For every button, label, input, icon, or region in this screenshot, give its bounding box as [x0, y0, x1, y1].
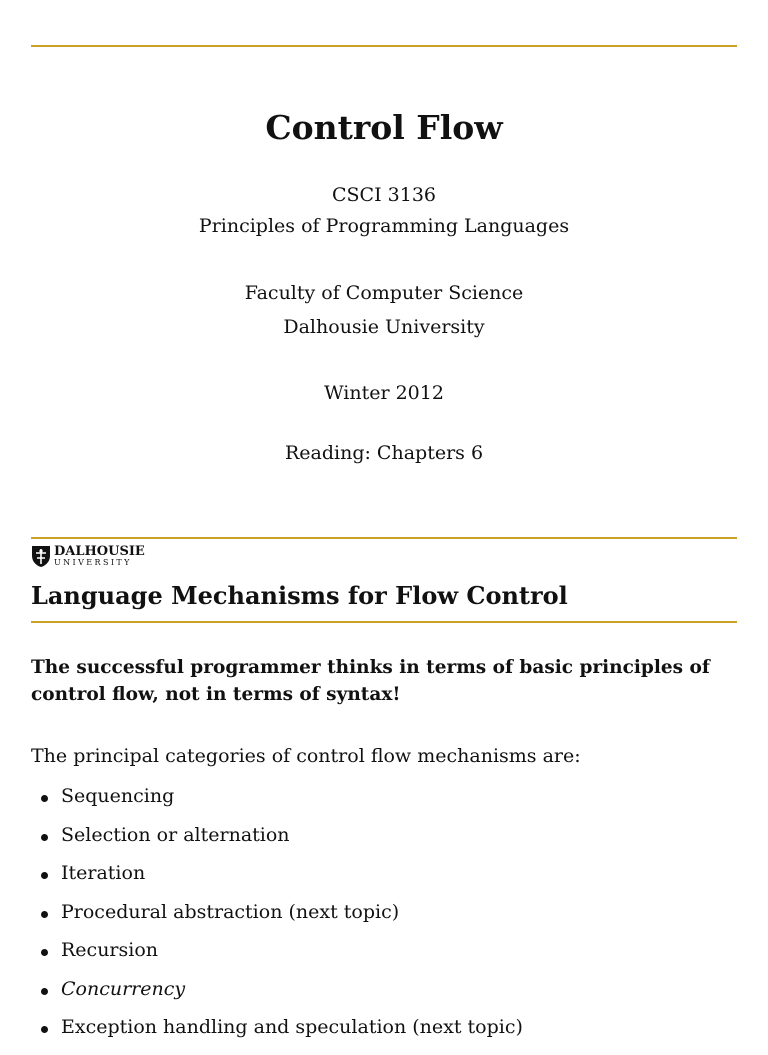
list-item [31, 901, 523, 940]
bullet-icon [41, 795, 48, 802]
logo-line2: UNIVERSITY [54, 558, 132, 567]
list-item-label: Sequencing [61, 785, 175, 807]
slide-title: Control Flow [265, 108, 503, 147]
faculty-name: Faculty of Computer Science [244, 282, 524, 304]
slide-top-rule [31, 537, 737, 539]
bullet-icon [41, 988, 48, 995]
dalhousie-logo [31, 544, 145, 568]
reading: Reading: Chapters 6 [284, 442, 484, 464]
slide-heading: Language Mechanisms for Flow Control [31, 581, 568, 610]
bullet-icon [41, 911, 48, 918]
list-item-label: Iteration [61, 862, 146, 884]
bullet-icon [41, 949, 48, 956]
intro-text: The principal categories of control flow mechanisms are: [31, 745, 581, 767]
list-item [31, 1016, 523, 1055]
list-item-label: Selection or alternation [61, 823, 290, 846]
top-rule [31, 45, 737, 47]
course-name: Principles of Programming Languages [198, 215, 570, 237]
list-item [31, 939, 523, 978]
bullet-icon [41, 1026, 48, 1033]
course-code: CSCI 3136 [332, 184, 436, 206]
list-item-label: Recursion [61, 939, 159, 961]
term: Winter 2012 [324, 382, 444, 404]
list-item [31, 785, 523, 824]
bullet-icon [41, 834, 48, 841]
university-name: Dalhousie University [283, 316, 485, 338]
list-item-label: Procedural abstraction (next topic) [61, 900, 400, 923]
heading-rule [31, 621, 737, 623]
list-item [31, 978, 523, 1017]
list-item [31, 862, 523, 901]
shield-icon [31, 545, 51, 568]
logo-line1: DALHOUSIE [54, 544, 145, 559]
bullet-icon [41, 872, 48, 879]
list-item-label: Exception handling and speculation (next topic) [61, 1016, 523, 1038]
list-item [31, 824, 523, 863]
mechanism-list [31, 785, 523, 1055]
list-item-label: Concurrency [61, 977, 186, 1000]
lead-statement: The successful programmer thinks in terms of basic principles of control flow, not in terms of syntax! [31, 657, 710, 705]
